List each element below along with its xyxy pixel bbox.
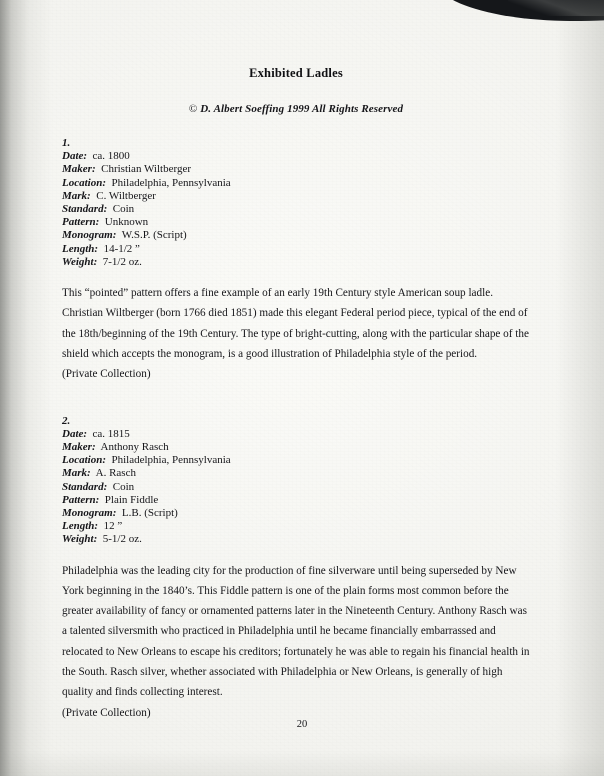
spec-value: 14-1/2 ” [103,242,140,255]
spec-row-date [62,150,530,163]
spec-label: Location: [62,176,106,189]
spec-label: Monogram: [62,229,117,242]
page-number: 20 [296,719,308,730]
spec-value: ca. 1815 [92,427,130,440]
entry-description: Philadelphia was the leading city for the production of fine silverware until being superseded by New York beginning in the 1840’s. This Fiddle pattern is one of the plain forms most common before the greater availability of fancy or ornamented patterns later in the Nineteenth Century. Anthony Rasch was a talented silversmith who practiced in Philadelphia until he became financially embarrassed and relocated to New Orleans to escape his creditors; fortunately he was able to regain his financial health in the South. Rasch silver, whether associated with Philadelphia or New Orleans, is generally of high quality and finds collecting interest. [62,564,530,699]
spec-row-length [62,243,530,256]
spec-label: Standard: [62,203,108,216]
spec-label: Maker: [62,163,96,176]
spec-value: ca. 1800 [92,150,130,163]
spec-value: A. Rasch [95,467,136,480]
spec-row-location [62,177,530,190]
copyright-symbol: © [188,103,198,115]
copyright-text: D. Albert Soeffing 1999 All Rights Reserved [200,103,404,115]
copyright-notice [62,103,530,115]
spec-value: L.B. (Script) [121,506,178,519]
spec-row-standard [62,481,530,494]
spec-value: Philadelphia, Pennsylvania [111,454,231,467]
spec-row-monogram [62,507,530,520]
spec-value: Coin [112,203,135,216]
spec-row-pattern [62,216,530,229]
spec-value: 5-1/2 oz. [102,533,142,546]
spec-label: Location: [62,454,106,467]
spec-value: Philadelphia, Pennsylvania [111,176,231,189]
spec-label: Length: [62,242,99,255]
spec-label: Length: [62,520,99,533]
spec-label: Weight: [62,533,98,546]
spec-row-weight [62,256,530,269]
page-content [62,0,530,723]
spec-label: Pattern: [62,216,100,229]
spec-label: Monogram: [62,506,117,519]
spec-label: Maker: [62,440,96,453]
entry-spec-list [62,428,530,547]
spec-row-pattern [62,494,530,507]
spec-row-mark [62,190,530,203]
spec-value: Coin [112,480,135,493]
spec-label: Weight: [62,255,98,268]
spec-label: Mark: [62,189,91,202]
spec-value: Plain Fiddle [104,493,159,506]
spec-row-weight [62,533,530,546]
entry-collection: (Private Collection) [62,706,151,719]
entry-collection: (Private Collection) [62,368,151,381]
spec-label: Pattern: [62,493,100,506]
spec-row-mark [62,467,530,480]
spec-value: Unknown [104,216,149,229]
spec-label: Date: [62,150,88,163]
entry-number: 2. [62,414,71,427]
spec-row-length [62,520,530,533]
catalog-entry [62,137,530,385]
spec-value: Christian Wiltberger [101,163,191,176]
spec-row-monogram [62,229,530,242]
spec-value: W.S.P. (Script) [121,229,187,242]
spec-row-maker [62,163,530,176]
spec-row-date [62,428,530,441]
entry-number: 1. [62,137,71,149]
spec-value: 12 ” [103,520,123,533]
entry-spec-list [62,150,530,269]
spec-value: C. Wiltberger [96,189,156,202]
spec-label: Mark: [62,467,91,480]
spec-value: Anthony Rasch [100,440,169,453]
spec-row-location [62,454,530,467]
spec-row-maker [62,441,530,454]
spec-label: Standard: [62,480,108,493]
spec-value: 7-1/2 oz. [102,255,142,268]
spec-row-standard [62,203,530,216]
page-title: Exhibited Ladles [249,66,343,80]
spec-label: Date: [62,427,88,440]
entry-description: This “pointed” pattern offers a fine example of an early 19th Century style American soup ladle. Christian Wiltberger (born 1766 died 1851) made this elegant Federal period piece, typical of the end of the 18th/beginning of the 19th Century. The type of bright-cutting, along with the particular shape of the shield which accepts the monogram, is a good illustration of Philadelphia style of the period. [62,287,529,360]
catalog-entry [62,415,530,723]
